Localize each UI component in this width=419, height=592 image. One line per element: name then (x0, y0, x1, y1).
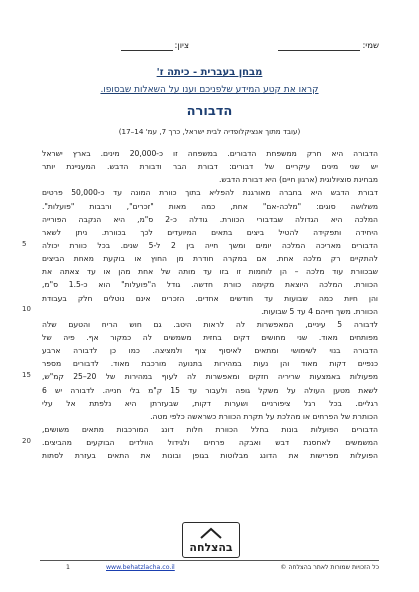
passage-title: הדבורה (186, 104, 233, 119)
line-number: 15 (22, 371, 31, 379)
text-line: הדבורה בנוי לשימושי ומתאים לאיסוף צוף ולמציצה. כמו כן לדבורה ארבע (42, 346, 378, 356)
text-line: רגליים. בכל רגל ציפורניים ושערות דקות, שבעזרתן היא נלפתת אל עלי (42, 398, 378, 408)
text-line: היחידה ותפקידה להטיל ביצים בתאים המיועדים לכך בכוורת. ניתן לשאר (42, 227, 378, 237)
line-number: 20 (22, 437, 31, 445)
line-number: 10 (22, 305, 31, 313)
footer-divider (40, 560, 379, 561)
text-line: משלושה סוגים: "מלכה-אם" אחת, כמה מאות "זכרים", ורבבות "פועלות". (42, 201, 378, 211)
website-link[interactable]: www.behatzlacha.co.il (106, 564, 175, 571)
grade-field: ציון: (119, 41, 189, 51)
text-line: הדבורים מאריכה המלכה יומים ומשך חייה בין 2 ל-5 שנים. בכל כוורת יכולה (42, 240, 378, 250)
text-line: לשאת מטען העולה על משקל גופה ולעבור עד 15 ק"מ בלי חנייה. לדבורה יש 6 (42, 385, 378, 395)
text-line: הדבורים הפועלות בונות בחלל הכוורת חלות דונג המורכבות מתאים משושים, (42, 424, 378, 434)
text-line: הכותרת של הפרחים או מהלכת על תקרת הכוורת כשראשה כלפי מטה. (150, 411, 378, 421)
page-number: 1 (66, 564, 70, 571)
text-line: הכוורת. המלכה היוצאת מקימה כוורת חדשה. גודל ה"פועלות" הוא כ-1.5 ס"מ, (42, 280, 378, 290)
text-line: להתקיים רק מלכה אחת. אם במקרה חודרת מן החוץ או בוקעת מאחת הביצים (42, 254, 378, 264)
text-line: מבחינת סוציולוגית (ארגון חיים) היא דבורת הדבש. (218, 175, 378, 185)
text-line: מפעולות באמצעות שריריה חזקים ומאפשרות לה לעוף במהירות של 20–25 קמ"ש, (42, 372, 378, 382)
student-header (40, 41, 379, 55)
text-line: הפועלות מפרישות את הדונג מבלוטות בגופן ובונות את התאים בעזרת לסתות (42, 451, 378, 461)
text-line: המלכה היא הגדולה שבדבורי הכוורת. גודלה כ-2 ס"מ, היא הנקבה הפורייה (42, 214, 378, 224)
logo-text: בהצלחה (189, 541, 233, 554)
instruction: קראו את קטע המידע שלפניכם וענו על השאלות שבסופו. (100, 85, 319, 95)
name-field: שמי: (276, 41, 379, 51)
text-line: יש שני מינים עיקריים של דבורים: דבורת הבר ודבורת הדבש. המעניינת יותר (42, 162, 378, 172)
behatzlacha-logo (182, 522, 240, 558)
name-blank[interactable] (278, 41, 360, 51)
line-number: 5 (22, 240, 27, 248)
grade-blank[interactable] (121, 41, 173, 51)
text-line: דבורת הדבש היא בחברה מאורגנת להפליא בתוך כוורת המונה עד כ-50,000 פרטים (42, 188, 378, 198)
text-line: מפותחים מאוד. שני מחושים דקים בחזית משמשים לה כמקור אף. פיה של (42, 332, 378, 342)
roof-icon (199, 527, 223, 539)
text-line: הדבורה היא חרק ממשפחת הדבורים. במשפחה זו כ-20,000 מינים. בארץ ישראל (42, 149, 378, 158)
text-line: לדבורה 5 עיניים, המאפשרות לה לראות היטב. גם חוש הריח והטעם שלה (42, 319, 378, 329)
source-citation: (עובד מתוך אנציקלופדיה לבית ישראל, כרך 7, עמ' 14–17) (118, 127, 301, 136)
text-line: הכוורת. משך חייהם 4 עד 5 שבועות. (261, 306, 378, 316)
footer-copyright: כל הזכויות שמורות לאתר בהצלחה © (280, 564, 379, 571)
passage-body (42, 147, 378, 462)
text-line: שבכוורת עוד מלכה – הן לוחמות זו בזו עד מותה של אחת מהן או עד צאתה את (42, 267, 378, 277)
text-line: והן חיות כמה שבועות עד חודשים אחדים. הזכרים אינם נוטלים חלק בעבודת (42, 293, 378, 303)
text-line: כנפיים דקות מאוד והן נעות במהירות בתנועה מורכבת מאוד. לדבורים מספר (42, 359, 378, 369)
text-line: המשמשים לאחסנת דבש ואבקה פרחים ולגידול הוולדים הבוקעים מהביצים. (42, 438, 378, 448)
exam-title: מבחן בעברית - כיתה ז' (156, 67, 263, 78)
